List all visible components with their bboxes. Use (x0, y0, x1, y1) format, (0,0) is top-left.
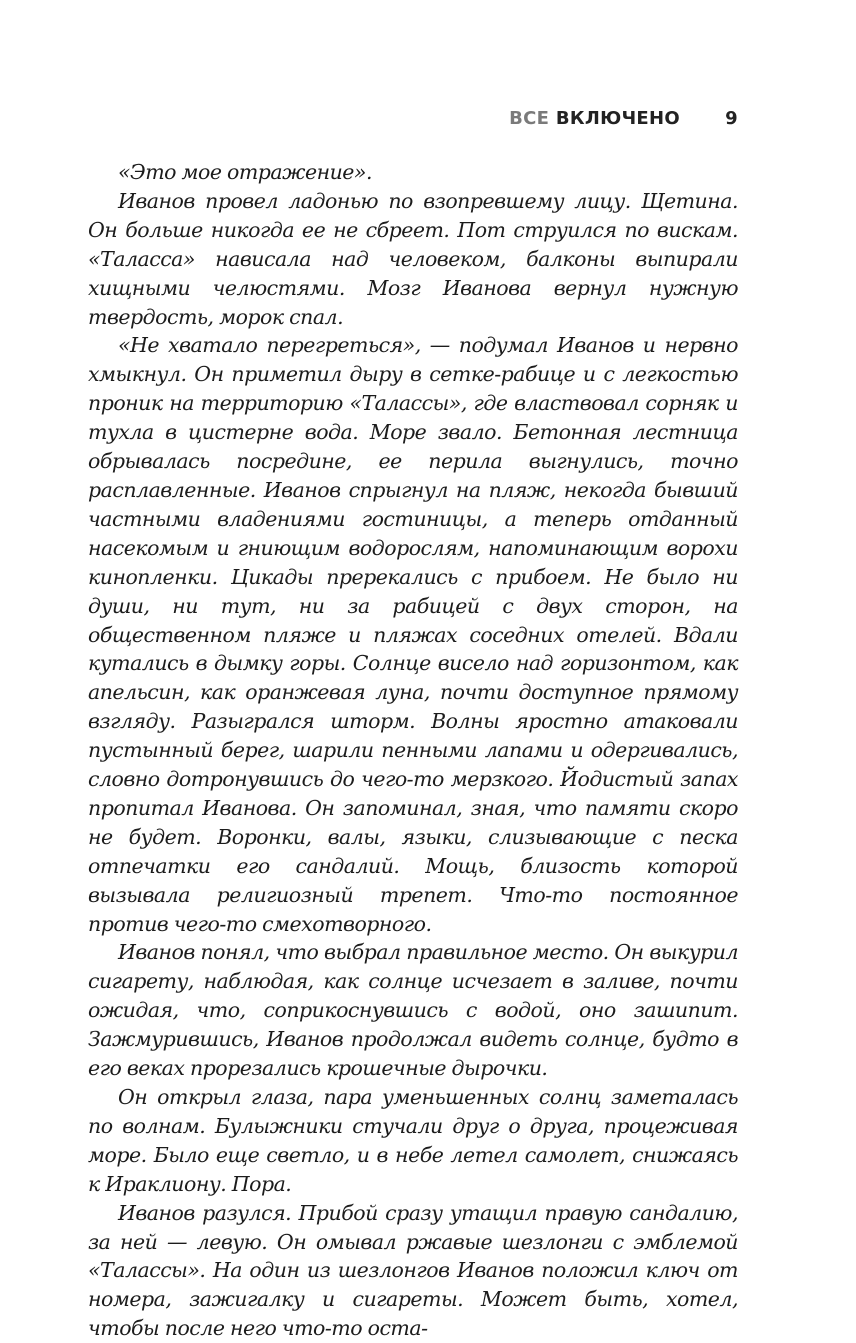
book-title (509, 108, 680, 129)
paragraph-4: Иванов понял, что выбрал правильное место. Он выкурил сигарету, наблюдая, как солнце исчезает в заливе, почти ожидая, что, соприкоснувшись с водой, оно зашипит. Зажмурившись, Иванов продолжал видеть солнце, будто в его веках прорезались крошечные дырочки. (88, 940, 738, 1081)
paragraph-6: Иванов разулся. Прибой сразу утащил правую сандалию, за ней — левую. Он омывал ржавые шезлонги с эмблемой «Талассы». На один из шезлонгов Иванов положил ключ от номера, зажигалку и сигареты. Может быть, хотел, чтобы после него что-то оста- (88, 1200, 738, 1341)
paragraph-3: «Не хватало перегреться», — подумал Иванов и нервно хмыкнул. Он приметил дыру в сетке-рабице и с легкостью проник на территорию «Талассы», где властвовал сорняк и тухла в цистерне вода. Море звало. Бетонная лестница обрывалась посредине, ее перила выгнулись, точно расплавленные. Иванов спрыгнул на пляж, некогда бывший частными владениями гостиницы, а теперь отданный насекомым и гниющим водорослям, напоминающим ворохи кинопленки. Цикады пререкались с прибоем. Не было ни души, ни тут, ни за рабицей с двух сторон, на общественном пляже и пляжах соседних отелей. Вдали кутались в дымку горы. Солнце висело над горизонтом, как апельсин, как оранжевая луна, почти доступное прямому взгляду. Разыгрался шторм. Волны яростно атаковали пустынный берег, шарили пенными лапами и одергивались, словно дотронувшись до чего-то мерзкого. Йодистый запах пропитал Иванова. Он запоминал, зная, что памяти скоро не будет. Воронки, валы, языки, слизывающие с песка отпечатки его сандалий. Мощь, близость которой вызывала религиозный трепет. Что-то постоянное против чего-то смехотворного. (88, 333, 738, 936)
book-title-part2: ВКЛЮЧЕНО (555, 108, 680, 129)
paragraph-5: Он открыл глаза, пара уменьшенных солнц заметалась по волнам. Булыжники стучали друг о друга, процеживая море. Было еще светло, и в небе летел самолет, снижаясь к Ираклиону. Пора. (88, 1085, 738, 1196)
paragraph-1: «Это мое отражение». (118, 160, 372, 184)
paragraph-2: Иванов провел ладонью по взопревшему лицу. Щетина. Он больше никогда ее не сбреет. Пот струился по вискам. «Таласса» нависала над человеком, балконы выпирали хищными челюстями. Мозг Иванова вернул нужную твердость, морок спал. (88, 188, 738, 329)
page-number: 9 (725, 108, 738, 129)
body-text (88, 158, 738, 1343)
book-title-part1: ВСЕ (509, 108, 550, 129)
running-head (88, 108, 738, 138)
